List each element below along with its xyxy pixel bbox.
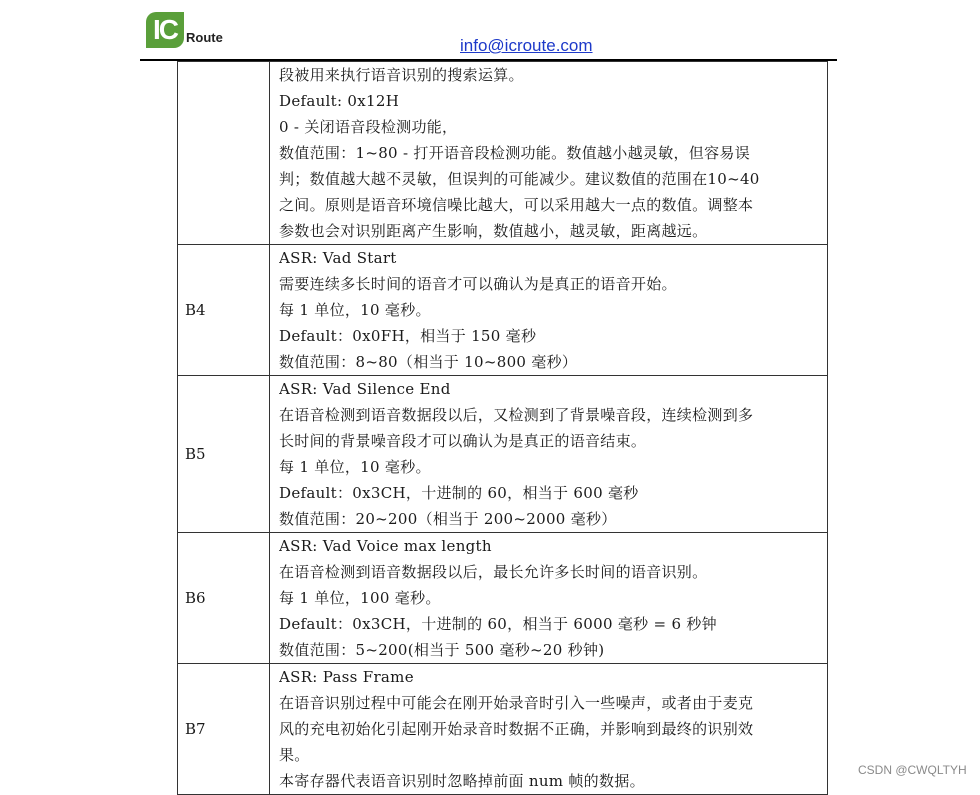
logo-wordmark: Route xyxy=(186,30,223,45)
description-line: 段被用来执行语音识别的搜索运算。 xyxy=(279,66,524,84)
description-line: 每 1 单位，100 毫秒。 xyxy=(279,589,441,607)
description-line: 判；数值越大越不灵敏，但误判的可能减少。建议数值的范围在10~40 xyxy=(279,170,760,188)
icroute-logo xyxy=(146,12,236,48)
description-line: 在语音检测到语音数据段以后，又检测到了背景噪音段，连续检测到多 xyxy=(279,406,754,424)
description-line: 长时间的背景噪音段才可以确认为是真正的语音结束。 xyxy=(279,432,647,450)
logo-mark: IC xyxy=(146,12,184,48)
csdn-watermark: CSDN @CWQLTYH xyxy=(858,763,967,777)
register-description xyxy=(270,376,828,533)
description-line: 风的充电初始化引起刚开始录音时数据不正确，并影响到最终的识别效 xyxy=(279,720,754,738)
register-description xyxy=(270,245,828,376)
description-line: 数值范围：5~200(相当于 500 毫秒~20 秒钟) xyxy=(279,641,605,659)
register-address: B7 xyxy=(178,664,270,795)
description-line: 之间。原则是语音环境信噪比越大，可以采用越大一点的数值。调整本 xyxy=(279,196,754,214)
description-line: ASR: Pass Frame xyxy=(279,668,414,686)
register-address: B5 xyxy=(178,376,270,533)
register-description xyxy=(270,533,828,664)
description-line: ASR: Vad Silence End xyxy=(279,380,451,398)
register-address xyxy=(178,62,270,245)
description-line: 需要连续多长时间的语音才可以确认为是真正的语音开始。 xyxy=(279,275,677,293)
table-row xyxy=(178,533,828,664)
table-row xyxy=(178,376,828,533)
description-line: 果。 xyxy=(279,746,310,764)
register-description xyxy=(270,664,828,795)
description-line: 0 - 关闭语音段检测功能， xyxy=(279,118,458,136)
contact-email-link[interactable]: info@icroute.com xyxy=(460,36,593,55)
description-line: ASR: Vad Voice max length xyxy=(279,537,492,555)
description-line: 每 1 单位，10 毫秒。 xyxy=(279,458,431,476)
description-line: 每 1 单位，10 毫秒。 xyxy=(279,301,431,319)
description-line: 在语音检测到语音数据段以后，最长允许多长时间的语音识别。 xyxy=(279,563,708,581)
description-line: Default：0x3CH，十进制的 60，相当于 6000 毫秒 = 6 秒钟 xyxy=(279,615,717,633)
table-row xyxy=(178,664,828,795)
table-row xyxy=(178,245,828,376)
description-line: 本寄存器代表语音识别时忽略掉前面 num 帧的数据。 xyxy=(279,772,645,790)
register-address: B4 xyxy=(178,245,270,376)
description-line: Default: 0x12H xyxy=(279,92,400,110)
description-line: 在语音识别过程中可能会在刚开始录音时引入一些噪声，或者由于麦克 xyxy=(279,694,754,712)
register-description xyxy=(270,62,828,245)
description-line: 参数也会对识别距离产生影响，数值越小，越灵敏，距离越远。 xyxy=(279,222,708,240)
description-line: Default：0x0FH，相当于 150 毫秒 xyxy=(279,327,537,345)
description-line: 数值范围：8~80（相当于 10~800 毫秒） xyxy=(279,353,578,371)
register-table xyxy=(177,61,828,795)
description-line: ASR: Vad Start xyxy=(279,249,397,267)
description-line: Default：0x3CH，十进制的 60，相当于 600 毫秒 xyxy=(279,484,639,502)
description-line: 数值范围：1~80 - 打开语音段检测功能。数值越小越灵敏，但容易误 xyxy=(279,144,751,162)
register-address: B6 xyxy=(178,533,270,664)
table-row xyxy=(178,62,828,245)
description-line: 数值范围：20~200（相当于 200~2000 毫秒） xyxy=(279,510,617,528)
